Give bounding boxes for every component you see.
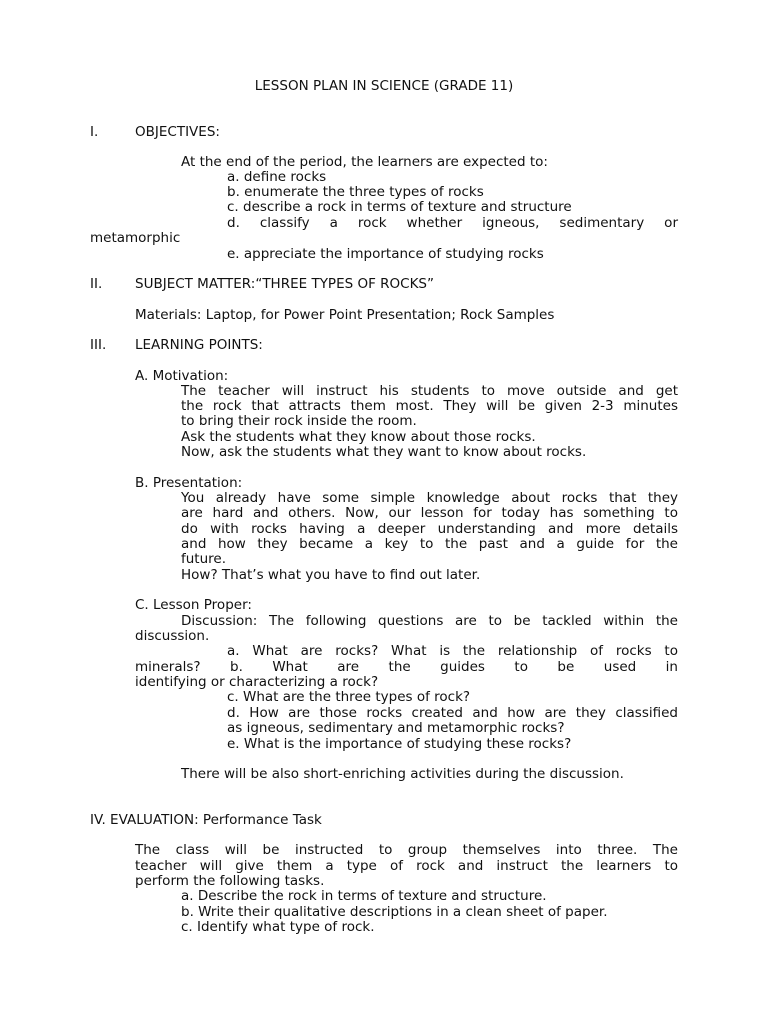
motivation-line: Now, ask the students what they want to know about rocks. (181, 444, 587, 460)
presentation-line: How? That’s what you have to find out later. (181, 567, 481, 583)
motivation-line: the rock that attracts them most. They will be given 2-3 minutes (181, 398, 678, 414)
subheading-lesson-proper: C. Lesson Proper: (135, 597, 252, 613)
materials-line: Materials: Laptop, for Power Point Presentation; Rock Samples (135, 307, 555, 323)
lesson-question: c. What are the three types of rock? (227, 689, 471, 705)
subheading-motivation: A. Motivation: (135, 368, 229, 384)
lesson-question: as igneous, sedimentary and metamorphic rocks? (227, 720, 565, 736)
section-heading-learning-points: LEARNING POINTS: (135, 337, 263, 353)
document-title: LESSON PLAN IN SCIENCE (GRADE 11) (254, 78, 514, 94)
section-numeral-subject-matter: II. (90, 276, 103, 292)
objective-item: b. enumerate the three types of rocks (227, 184, 484, 200)
presentation-line: do with rocks having a deeper understanding and more details (181, 521, 678, 537)
objective-item: a. define rocks (227, 169, 327, 185)
objective-item: c. describe a rock in terms of texture and structure (227, 199, 572, 215)
presentation-line: and how they became a key to the past and a guide for the (181, 536, 678, 552)
lesson-question: minerals? b. What are the guides to be used in (135, 659, 678, 675)
evaluation-line: teacher will give them a type of rock and instruct the learners to (135, 858, 678, 874)
lesson-proper-line: Discussion: The following questions are to be tackled within the (181, 613, 678, 629)
lesson-proper-line: discussion. (135, 628, 210, 644)
lesson-question: e. What is the importance of studying these rocks? (227, 736, 572, 752)
motivation-line: to bring their rock inside the room. (181, 413, 417, 429)
section-heading-evaluation: IV. EVALUATION: Performance Task (90, 812, 322, 828)
evaluation-line: The class will be instructed to group themselves into three. The (135, 842, 678, 858)
section-numeral-objectives: I. (90, 124, 99, 140)
lesson-proper-closing: There will be also short-enriching activities during the discussion. (181, 766, 624, 782)
objectives-intro: At the end of the period, the learners are expected to: (181, 154, 548, 170)
evaluation-line: perform the following tasks. (135, 873, 325, 889)
evaluation-task: b. Write their qualitative descriptions in a clean sheet of paper. (181, 904, 608, 920)
motivation-line: Ask the students what they know about those rocks. (181, 429, 536, 445)
lesson-question: a. What are rocks? What is the relationship of rocks to (227, 643, 678, 659)
evaluation-task: c. Identify what type of rock. (181, 919, 375, 935)
objective-item: d. classify a rock whether igneous, sedimentary or (227, 215, 678, 231)
objective-item: e. appreciate the importance of studying rocks (227, 246, 544, 262)
subheading-presentation: B. Presentation: (135, 475, 243, 491)
objective-item-continuation: metamorphic (90, 230, 181, 246)
section-heading-objectives: OBJECTIVES: (135, 124, 220, 140)
section-numeral-learning-points: III. (90, 337, 107, 353)
presentation-line: You already have some simple knowledge about rocks that they (181, 490, 678, 506)
presentation-line: future. (181, 551, 227, 567)
lesson-question: d. How are those rocks created and how are they classified (227, 705, 678, 721)
motivation-line: The teacher will instruct his students to move outside and get (181, 383, 678, 399)
section-heading-subject-matter: SUBJECT MATTER:“THREE TYPES OF ROCKS” (135, 276, 434, 292)
presentation-line: are hard and others. Now, our lesson for today has something to (181, 505, 678, 521)
evaluation-task: a. Describe the rock in terms of texture and structure. (181, 888, 547, 904)
lesson-question: identifying or characterizing a rock? (135, 674, 379, 690)
